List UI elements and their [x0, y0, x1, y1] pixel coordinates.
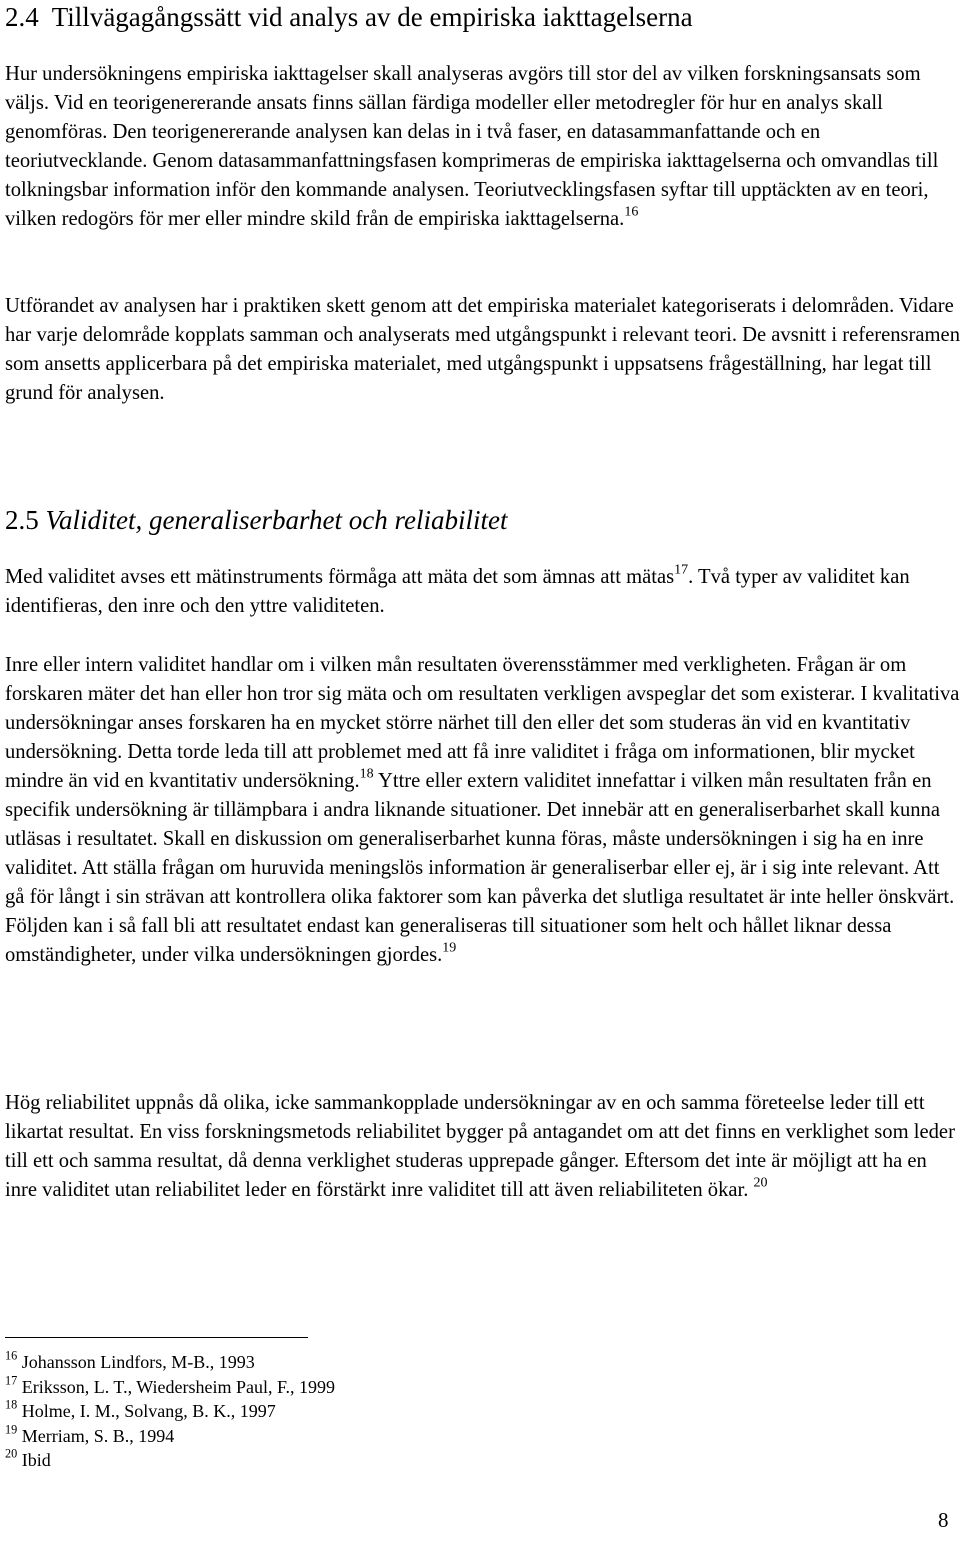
footnote-ref: 16 — [624, 204, 639, 220]
footnote-separator — [5, 1337, 308, 1338]
paragraph-internal-external-validity — [5, 651, 960, 970]
footnote-number: 18 — [5, 1397, 18, 1412]
footnote-ref: 17 — [674, 562, 689, 578]
footnote-list — [5, 1350, 605, 1473]
paragraph-text: Med validitet avses ett mätinstruments förmåga att mäta det som ämnas att mätas — [5, 566, 675, 588]
footnote-number: 20 — [5, 1446, 18, 1461]
paragraph-text-tail: Yttre eller extern validitet innefattar i vilken mån resultaten från en specifik undersökning är tillämpbara i andra liknande situationer. Det innebär att en generaliserbarhet skall kunna utläsas i resultatet. Skall en diskussion om generaliserbarhet kunna föras, måste undersökningen i sig ha en inre validitet. Att ställa frågan om huruvida meningslös information är generaliserbar eller ej, är i sig inte relevant. Att gå för långt i sin strävan att kontrollera olika faktorer som kan påverka det slutliga resultatet är inte heller önskvärt. Följden kan i så fall bli att resultatet endast kan generaliseras till situationer som helt och hållet liknar dessa omständigheter, under vilka undersökningen gjordes. — [5, 770, 955, 966]
footnote-item — [5, 1424, 605, 1449]
paragraph-text-tail: . Två typer av validitet kan identifieras, den inre och den yttre validiteten. — [5, 566, 910, 617]
footnote-text: Ibid — [21, 1450, 51, 1470]
section-title: Tillvägagångssätt vid analys av de empiriska iakttagelserna — [51, 2, 693, 32]
paragraph-text: Inre eller intern validitet handlar om i vilken mån resultaten överensstämmer med verkligheten. Frågan är om forskaren mäter det han eller hon tror sig mäta och om resultaten verkligen avspeglar det som existerar. I kvalitativa undersökningar anses forskaren ha en mycket större närhet till den eller det som studeras än vid en kvantitativ undersökning. Detta torde leda till att problemet med att få inre validitet i fråga om informationen, blir mycket mindre än vid en kvantitativ undersökning. — [5, 654, 960, 792]
footnote-number: 17 — [5, 1373, 18, 1388]
footnote-ref: 19 — [442, 940, 457, 956]
section-title: Validitet, generaliserbarhet och reliabilitet — [45, 505, 508, 535]
footnote-text: Johansson Lindfors, M-B., 1993 — [21, 1352, 255, 1372]
footnote-text: Merriam, S. B., 1994 — [21, 1425, 175, 1446]
paragraph-reliability — [5, 1089, 960, 1205]
paragraph-analysis-execution — [5, 292, 960, 408]
footnote-text: Eriksson, L. T., Wiedersheim Paul, F., 1999 — [21, 1376, 336, 1397]
paragraph-validity-definition — [5, 563, 960, 621]
footnote-ref: 18 — [359, 766, 374, 782]
footnote-number: 19 — [5, 1422, 18, 1437]
footnote-text: Holme, I. M., Solvang, B. K., 1997 — [21, 1401, 276, 1421]
footnote-item — [5, 1350, 605, 1375]
page-number: 8 — [938, 1508, 949, 1532]
paragraph-analysis-approach — [5, 60, 960, 234]
footnote-item — [5, 1375, 605, 1400]
footnote-ref: 20 — [753, 1175, 768, 1191]
section-number: 2.4 — [5, 2, 39, 32]
footnote-item — [5, 1399, 605, 1424]
section-heading-2-5 — [5, 505, 955, 535]
paragraph-text: Hög reliabilitet uppnås då olika, icke sammankopplade undersökningar av en och samma företeelse leder till ett likartat resultat. En viss forskningsmetods reliabilitet bygger på antagandet om att det finns en verklighet som leder till ett och samma resultat, då denna verklighet studeras upprepade gånger. Eftersom det inte är möjligt att ha en inre validitet utan reliabilitet leder en förstärkt inre validitet till att även reliabiliteten ökar. — [5, 1092, 955, 1201]
footnote-item — [5, 1448, 605, 1473]
paragraph-text: Utförandet av analysen har i praktiken skett genom att det empiriska materialet kategoriserats i delområden. Vidare har varje delområde kopplats samman och analyserats med utgångspunkt i relevant teori. De avsnitt i referensramen som ansetts applicerbara på det empiriska materialet, med utgångspunkt i uppsatsens frågeställning, har legat till grund för analysen. — [5, 295, 960, 404]
section-heading-2-4 — [5, 2, 955, 32]
paragraph-text: Hur undersökningens empiriska iakttagelser skall analyseras avgörs till stor del av vilken forskningsansats som väljs. Vid en teorigenererande ansats finns sällan färdiga modeller eller metodregler för hur en analys skall genomföras. Den teorigenererande analysen kan delas in i två faser, en datasammanfattande och en teoriutvecklande. Genom datasammanfattningsfasen komprimeras de empiriska iakttagelserna och omvandlas till tolkningsbar information inför den kommande analysen. Teoriutvecklingsfasen syftar till upptäckten av en teori, vilken redogörs för mer eller mindre skild från de empiriska iakttagelserna. — [5, 63, 939, 230]
section-number: 2.5 — [5, 505, 39, 535]
footnote-number: 16 — [5, 1348, 18, 1363]
